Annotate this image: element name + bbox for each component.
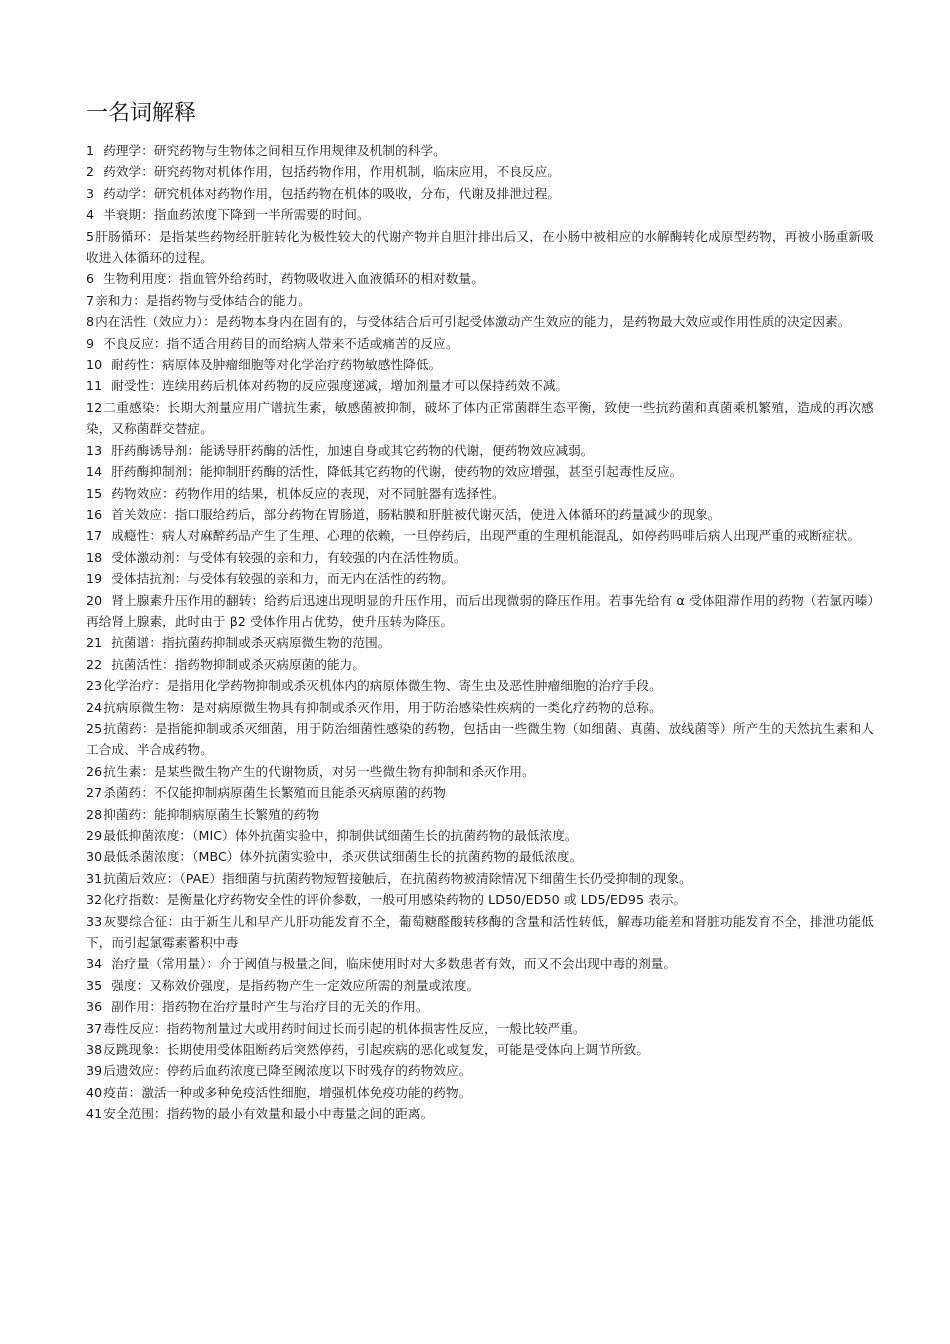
entry-text: 二重感染：长期大剂量应用广谱抗生素，敏感菌被抑制，破坏了体内正常菌群生态平衡，致使一些抗药菌和真菌乘机繁殖，造成的再次感染，又称菌群交替症。 <box>86 399 874 437</box>
entry-number: 4 <box>86 207 95 223</box>
definition-entry <box>86 697 874 718</box>
entry-number: 32 <box>86 892 103 908</box>
definition-entry <box>86 183 874 204</box>
entry-text: 药效学：研究药物对机体作用，包括药物作用，作用机制，临床应用，不良反应。 <box>103 164 561 180</box>
entry-text: 首关效应：指口服给药后，部分药物在胃肠道，肠粘膜和肝脏被代谢灭活，使进入体循环的药量减少的现象。 <box>111 506 721 522</box>
definition-entry <box>86 483 874 504</box>
entry-text: 药理学：研究药物与生物体之间相互作用规律及机制的科学。 <box>103 143 446 158</box>
entry-text: 耐受性：连续用药后机体对药物的反应强度递减，增加剂量才可以保持药效不减。 <box>111 378 569 394</box>
entry-text: 抗菌后效应：（PAE）指细菌与抗菌药物短暂接触后，在抗菌药物被清除情况下细菌生长仍受抑制的现象。 <box>103 870 692 886</box>
definition-entry <box>86 975 874 996</box>
entry-number: 17 <box>86 528 103 544</box>
entry-text: 反跳现象：长期使用受体阻断药后突然停药，引起疾病的恶化或复发，可能是受体向上调节所致。 <box>103 1042 650 1058</box>
definition-list <box>86 140 874 1125</box>
entry-number: 29 <box>86 828 103 843</box>
entry-number: 15 <box>86 485 103 501</box>
definition-entry <box>86 568 874 589</box>
definition-entry <box>86 204 874 225</box>
definition-entry <box>86 654 874 675</box>
entry-number: 19 <box>86 571 103 587</box>
entry-number: 36 <box>86 999 103 1015</box>
entry-number: 9 <box>86 335 95 351</box>
entry-number: 34 <box>86 956 103 972</box>
entry-text: 抗菌药：是指能抑制或杀灭细菌，用于防治细菌性感染的药物，包括由一些微生物（如细菌、真菌、放线菌等）所产生的天然抗生素和人工合成、半合成药物。 <box>86 720 874 758</box>
entry-number: 22 <box>86 656 103 672</box>
entry-text: 受体激动剂：与受体有较强的亲和力，有较强的内在活性物质。 <box>111 549 467 565</box>
entry-text: 毒性反应：指药物剂量过大或用药时间过长而引起的机体损害性反应，一般比较严重。 <box>103 1020 586 1036</box>
entry-text: 药动学：研究机体对药物作用，包括药物在机体的吸收，分布，代谢及排泄过程。 <box>103 185 561 201</box>
entry-text: 最低抑菌浓度：（MIC）体外抗菌实验中，抑制供试细菌生长的抗菌药物的最低浓度。 <box>103 828 578 843</box>
definition-entry <box>86 718 874 761</box>
entry-text: 疫苗：激活一种或多种免疫活性细胞，增强机体免疫功能的药物。 <box>103 1084 472 1100</box>
definition-entry <box>86 846 874 867</box>
entry-number: 6 <box>86 271 95 287</box>
definition-entry <box>86 140 874 161</box>
entry-number: 11 <box>86 378 103 394</box>
definition-entry <box>86 632 874 653</box>
entry-number: 26 <box>86 763 103 779</box>
definition-entry <box>86 354 874 375</box>
entry-number: 10 <box>86 357 103 373</box>
entry-text: 后遗效应：停药后血药浓度已降至阈浓度以下时残存的药物效应。 <box>103 1063 472 1079</box>
entry-number: 13 <box>86 442 103 458</box>
entry-text: 亲和力：是指药物与受体结合的能力。 <box>95 292 311 308</box>
entry-text: 抗菌活性：指药物抑制或杀灭病原菌的能力。 <box>111 656 366 672</box>
entry-text: 抗病原微生物：是对病原微生物具有抑制或杀灭作用，用于防治感染性疾病的一类化疗药物的总称。 <box>103 699 662 715</box>
definition-entry <box>86 889 874 910</box>
definition-entry <box>86 1018 874 1039</box>
entry-text: 抑菌药：能抑制病原菌生长繁殖的药物 <box>103 806 320 822</box>
entry-text: 肝药酶诱导剂：能诱导肝药酶的活性，加速自身或其它药物的代谢，便药物效应减弱。 <box>111 442 594 458</box>
definition-entry <box>86 825 874 846</box>
entry-text: 治疗量（常用量）：介于阈值与极量之间，临床使用时对大多数患者有效，而又不会出现中毒的剂量。 <box>111 956 677 972</box>
definition-entry <box>86 525 874 546</box>
definition-entry <box>86 375 874 396</box>
entry-text: 化学治疗：是指用化学药物抑制或杀灭机体内的病原体微生物、寄生虫及恶性肿瘤细胞的治疗手段。 <box>103 678 662 694</box>
entry-number: 8 <box>86 314 95 330</box>
entry-number: 23 <box>86 678 103 694</box>
definition-entry <box>86 1082 874 1103</box>
entry-text: 肾上腺素升压作用的翻转：给药后迅速出现明显的升压作用，而后出现微弱的降压作用。若事先给有 α 受体阻滞作用的药物（若氯丙嗪）再给肾上腺素，此时由于 β2 受体作用占优势，使升压转为降压。 <box>86 592 874 629</box>
entry-number: 37 <box>86 1020 103 1036</box>
entry-number: 38 <box>86 1042 103 1058</box>
entry-text: 抗菌谱：指抗菌药抑制或杀灭病原微生物的范围。 <box>111 635 391 651</box>
entry-number: 14 <box>86 464 103 480</box>
entry-number: 35 <box>86 977 103 993</box>
document-body <box>86 100 874 1125</box>
entry-text: 肝药酶抑制剂：能抑制肝药酶的活性，降低其它药物的代谢，使药物的效应增强，甚至引起毒性反应。 <box>111 464 683 480</box>
entry-number: 7 <box>86 292 95 308</box>
entry-text: 灰婴综合征：由于新生儿和早产儿肝功能发育不全，葡萄糖醛酸转移酶的含量和活性转低，解毒功能差和肾脏功能发育不全，排泄功能低下，而引起氯霉素蓄积中毒 <box>86 913 874 951</box>
definition-entry <box>86 761 874 782</box>
entry-text: 副作用：指药物在治疗量时产生与治疗目的无关的作用。 <box>111 999 429 1015</box>
definition-entry <box>86 440 874 461</box>
entry-number: 3 <box>86 185 95 201</box>
entry-text: 肝肠循环：是指某些药物经肝脏转化为极性较大的代谢产物并自胆汁排出后又，在小肠中被相应的水解酶转化成原型药物，再被小肠重新吸收进入体循环的过程。 <box>86 228 874 266</box>
definition-entry <box>86 547 874 568</box>
entry-text: 杀菌药：不仅能抑制病原菌生长繁殖而且能杀灭病原菌的药物 <box>103 785 446 801</box>
entry-text: 半衰期：指血药浓度下降到一半所需要的时间。 <box>103 207 370 223</box>
definition-entry <box>86 333 874 354</box>
entry-number: 25 <box>86 720 103 736</box>
definition-entry <box>86 226 874 269</box>
definition-entry <box>86 911 874 954</box>
entry-number: 12 <box>86 399 103 415</box>
definition-entry <box>86 1103 874 1124</box>
entry-number: 5 <box>86 228 95 244</box>
definition-entry <box>86 311 874 332</box>
entry-text: 抗生素：是某些微生物产生的代谢物质，对另一些微生物有抑制和杀灭作用。 <box>103 763 535 779</box>
entry-number: 27 <box>86 785 103 801</box>
entry-number: 40 <box>86 1084 103 1100</box>
entry-number: 16 <box>86 506 103 522</box>
definition-entry <box>86 1060 874 1081</box>
entry-text: 耐药性：病原体及肿瘤细胞等对化学治疗药物敏感性降低。 <box>111 357 442 373</box>
entry-number: 20 <box>86 592 103 608</box>
entry-text: 内在活性（效应力）：是药物本身内在固有的，与受体结合后可引起受体激动产生效应的能力，是药物最大效应或作用性质的决定因素。 <box>95 314 851 330</box>
entry-number: 31 <box>86 870 103 886</box>
entry-number: 39 <box>86 1063 103 1079</box>
entry-text: 强度：又称效价强度，是指药物产生一定效应所需的剂量或浓度。 <box>111 977 480 993</box>
entry-text: 不良反应：指不适合用药目的而给病人带来不适或痛苦的反应。 <box>103 335 459 351</box>
entry-text: 药物效应：药物作用的结果，机体反应的表现，对不同脏器有选择性。 <box>111 485 505 501</box>
entry-number: 1 <box>86 143 95 158</box>
section-heading: 一名词解释 <box>86 101 197 126</box>
entry-number: 30 <box>86 849 103 865</box>
definition-entry <box>86 804 874 825</box>
definition-entry <box>86 1039 874 1060</box>
definition-entry <box>86 782 874 803</box>
entry-number: 21 <box>86 635 103 651</box>
definition-entry <box>86 161 874 182</box>
definition-entry <box>86 675 874 696</box>
entry-text: 最低杀菌浓度：（MBC）体外抗菌实验中，杀灭供试细菌生长的抗菌药物的最低浓度。 <box>103 849 583 865</box>
definition-entry <box>86 290 874 311</box>
definition-entry <box>86 868 874 889</box>
entry-text: 安全范围：指药物的最小有效量和最小中毒量之间的距离。 <box>103 1106 434 1122</box>
entry-text: 受体拮抗剂：与受体有较强的亲和力，而无内在活性的药物。 <box>111 571 454 587</box>
entry-text: 生物利用度：指血管外给药时，药物吸收进入血液循环的相对数量。 <box>103 271 484 287</box>
definition-entry <box>86 996 874 1017</box>
definition-entry <box>86 953 874 974</box>
entry-text: 成瘾性：病人对麻醉药品产生了生理、心理的依赖，一旦停药后，出现严重的生理机能混乱，如停药吗啡后病人出现严重的戒断症状。 <box>111 528 861 544</box>
definition-entry <box>86 590 874 633</box>
entry-text: 化疗指数：是衡量化疗药物安全性的评价参数，一般可用感染药物的 LD50/ED50 或 LD5/ED95 表示。 <box>103 892 687 908</box>
entry-number: 18 <box>86 549 103 565</box>
entry-number: 41 <box>86 1106 103 1122</box>
entry-number: 24 <box>86 699 103 715</box>
definition-entry <box>86 397 874 440</box>
definition-entry <box>86 268 874 289</box>
definition-entry <box>86 461 874 482</box>
definition-entry <box>86 504 874 525</box>
entry-number: 33 <box>86 913 103 929</box>
entry-number: 28 <box>86 806 103 822</box>
entry-number: 2 <box>86 164 95 180</box>
